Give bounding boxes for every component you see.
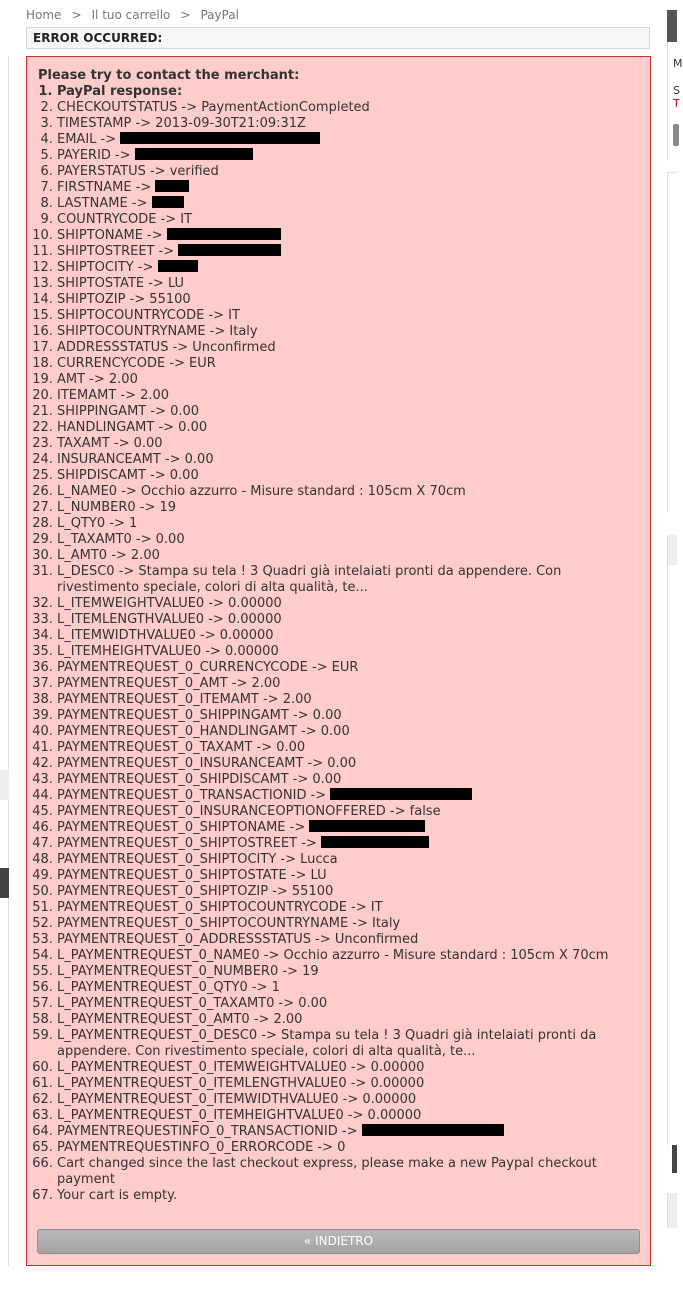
response-line xyxy=(57,564,640,596)
response-line xyxy=(57,980,640,996)
paypal-response-list xyxy=(37,84,640,1204)
response-line-text: PAYMENTREQUEST_0_HANDLINGAMT -> 0.00 xyxy=(57,724,350,739)
response-line-text: L_AMT0 -> 2.00 xyxy=(57,548,160,563)
response-line-text: CURRENCYCODE -> EUR xyxy=(57,356,216,371)
response-line xyxy=(57,148,640,164)
response-line-text: PAYMENTREQUEST_0_SHIPTOSTATE -> LU xyxy=(57,868,327,883)
response-line-text: PAYMENTREQUEST_0_SHIPTOCOUNTRYNAME -> Italy xyxy=(57,916,401,931)
right-sidebar-panel xyxy=(667,172,677,512)
response-line-text: SHIPTOZIP -> 55100 xyxy=(57,292,191,307)
response-line xyxy=(57,532,640,548)
response-line xyxy=(57,1092,640,1108)
response-line-text: PAYMENTREQUEST_0_TAXAMT -> 0.00 xyxy=(57,740,306,755)
response-line-text: HANDLINGAMT -> 0.00 xyxy=(57,420,208,435)
response-line xyxy=(57,1156,640,1188)
response-line xyxy=(57,1124,640,1140)
response-line-text: PAYERID -> xyxy=(57,148,135,163)
redacted-value xyxy=(158,260,198,272)
response-line-text: EMAIL -> xyxy=(57,132,121,147)
response-line xyxy=(57,468,640,484)
response-line xyxy=(57,1188,640,1204)
redacted-value xyxy=(309,820,425,832)
response-line xyxy=(57,788,640,804)
response-line-text: PAYMENTREQUEST_0_TRANSACTIONID -> xyxy=(57,788,331,803)
response-line xyxy=(57,1028,640,1060)
breadcrumb-home[interactable]: Home xyxy=(26,8,62,22)
redacted-value xyxy=(167,228,281,240)
response-line xyxy=(57,340,640,356)
response-line xyxy=(57,212,640,228)
response-line xyxy=(57,484,640,500)
response-line-text: ITEMAMT -> 2.00 xyxy=(57,388,170,403)
right-sidebar-button[interactable] xyxy=(672,1145,677,1173)
response-line-text: TIMESTAMP -> 2013-09-30T21:09:31Z xyxy=(57,116,306,131)
response-line xyxy=(57,548,640,564)
response-line-text: L_PAYMENTREQUEST_0_NUMBER0 -> 19 xyxy=(57,964,319,979)
redacted-value xyxy=(330,788,472,800)
response-line-text: SHIPTOSTATE -> LU xyxy=(57,276,185,291)
response-line-text: L_PAYMENTREQUEST_0_TAXAMT0 -> 0.00 xyxy=(57,996,328,1011)
response-line-text: L_ITEMHEIGHTVALUE0 -> 0.00000 xyxy=(57,644,279,659)
response-line xyxy=(57,244,640,260)
response-line-text: PAYMENTREQUEST_0_ADDRESSSTATUS -> Unconfirmed xyxy=(57,932,419,947)
error-title: Please try to contact the merchant: xyxy=(38,68,300,83)
right-sidebar-panel xyxy=(667,565,677,1145)
response-line xyxy=(57,820,640,836)
response-line xyxy=(57,740,640,756)
redacted-value xyxy=(135,148,253,160)
redacted-value xyxy=(152,196,184,208)
breadcrumb xyxy=(26,6,239,24)
response-line-text: PAYMENTREQUEST_0_INSURANCEAMT -> 0.00 xyxy=(57,756,357,771)
response-line xyxy=(57,612,640,628)
response-line-text: FIRSTNAME -> xyxy=(57,180,156,195)
response-line-text: L_PAYMENTREQUEST_0_AMT0 -> 2.00 xyxy=(57,1012,303,1027)
response-line-text: SHIPTOCOUNTRYCODE -> IT xyxy=(57,308,240,323)
response-line-text: L_PAYMENTREQUEST_0_ITEMWEIGHTVALUE0 -> 0.00000 xyxy=(57,1060,425,1075)
response-line xyxy=(57,164,640,180)
response-line xyxy=(57,628,640,644)
response-line-text: L_PAYMENTREQUEST_0_QTY0 -> 1 xyxy=(57,980,280,995)
response-line-text: SHIPTONAME -> xyxy=(57,228,167,243)
response-line-text: AMT -> 2.00 xyxy=(57,372,138,387)
right-sidebar-text: M xyxy=(673,57,683,70)
response-line-text: ADDRESSSTATUS -> Unconfirmed xyxy=(57,340,276,355)
response-line-text: L_PAYMENTREQUEST_0_ITEMWIDTHVALUE0 -> 0.00000 xyxy=(57,1092,417,1107)
response-line-text: PAYMENTREQUEST_0_SHIPTOCITY -> Lucca xyxy=(57,852,338,867)
response-line xyxy=(57,276,640,292)
response-line xyxy=(57,900,640,916)
response-line xyxy=(57,260,640,276)
response-line-text: PAYMENTREQUESTINFO_0_ERRORCODE -> 0 xyxy=(57,1140,346,1155)
response-line xyxy=(57,84,640,100)
response-line-text: PAYMENTREQUEST_0_SHIPTOCOUNTRYCODE -> IT xyxy=(57,900,383,915)
redacted-value xyxy=(362,1124,504,1136)
response-line-text: PAYMENTREQUEST_0_SHIPTONAME -> xyxy=(57,820,310,835)
response-line xyxy=(57,660,640,676)
redacted-value xyxy=(321,836,429,848)
response-line xyxy=(57,1060,640,1076)
response-line-text: L_QTY0 -> 1 xyxy=(57,516,138,531)
response-line xyxy=(57,116,640,132)
error-header: ERROR OCCURRED: xyxy=(26,27,650,49)
response-line xyxy=(57,836,640,852)
right-sidebar-text: T xyxy=(673,97,680,110)
response-line xyxy=(57,100,640,116)
response-line-text: L_NUMBER0 -> 19 xyxy=(57,500,177,515)
response-line-text: PAYMENTREQUEST_0_ITEMAMT -> 2.00 xyxy=(57,692,312,707)
response-line-text: PAYERSTATUS -> verified xyxy=(57,164,219,179)
response-line-text: SHIPDISCAMT -> 0.00 xyxy=(57,468,199,483)
response-line-text: LASTNAME -> xyxy=(57,196,152,211)
breadcrumb-separator: > xyxy=(180,8,191,22)
response-line-text: L_DESC0 -> Stampa su tela ! 3 Quadri già intelaiati pronti da appendere. Con rivestimento speciale, colori di alta qualità, te... xyxy=(57,564,562,595)
response-line-text: SHIPTOCOUNTRYNAME -> Italy xyxy=(57,324,258,339)
left-sidebar-panel xyxy=(0,770,9,800)
response-line-text: PAYMENTREQUEST_0_INSURANCEOPTIONOFFERED -> false xyxy=(57,804,441,819)
response-line xyxy=(57,388,640,404)
response-line xyxy=(57,724,640,740)
breadcrumb-paypal: PayPal xyxy=(200,8,239,22)
response-line xyxy=(57,676,640,692)
response-line xyxy=(57,228,640,244)
response-line-text: INSURANCEAMT -> 0.00 xyxy=(57,452,214,467)
response-line xyxy=(57,180,640,196)
response-line-text: SHIPTOSTREET -> xyxy=(57,244,179,259)
response-line xyxy=(57,292,640,308)
response-line-text: COUNTRYCODE -> IT xyxy=(57,212,193,227)
response-line-text: L_NAME0 -> Occhio azzurro - Misure standard : 105cm X 70cm xyxy=(57,484,466,499)
response-line xyxy=(57,1076,640,1092)
response-line-text: L_ITEMWEIGHTVALUE0 -> 0.00000 xyxy=(57,596,282,611)
response-line xyxy=(57,500,640,516)
response-line-text: PAYMENTREQUEST_0_SHIPPINGAMT -> 0.00 xyxy=(57,708,342,723)
response-line-text: L_PAYMENTREQUEST_0_DESC0 -> Stampa su tela ! 3 Quadri già intelaiati pronti da appendere. Con rivestimento speciale, colori di alta qualità, te... xyxy=(57,1028,597,1059)
redacted-value xyxy=(155,180,189,192)
response-line xyxy=(57,308,640,324)
response-line xyxy=(57,596,640,612)
response-line-text: PayPal response: xyxy=(57,84,183,99)
response-line xyxy=(57,196,640,212)
redacted-value xyxy=(178,244,281,256)
right-sidebar-panel xyxy=(667,535,677,565)
response-line-text: PAYMENTREQUEST_0_CURRENCYCODE -> EUR xyxy=(57,660,359,675)
response-line-text: L_ITEMLENGTHVALUE0 -> 0.00000 xyxy=(57,612,282,627)
response-line xyxy=(57,1012,640,1028)
response-line xyxy=(57,452,640,468)
redacted-value xyxy=(120,132,320,144)
response-line xyxy=(57,132,640,148)
right-sidebar-panel xyxy=(667,1193,677,1228)
response-line xyxy=(57,1140,640,1156)
response-line-text: CHECKOUTSTATUS -> PaymentActionCompleted xyxy=(57,100,370,115)
response-line xyxy=(57,436,640,452)
response-line xyxy=(57,404,640,420)
left-sidebar-header xyxy=(0,868,9,898)
response-line xyxy=(57,964,640,980)
response-line-text: PAYMENTREQUEST_0_SHIPTOSTREET -> xyxy=(57,836,321,851)
response-line-text: Your cart is empty. xyxy=(57,1188,178,1203)
response-line xyxy=(57,420,640,436)
response-line xyxy=(57,852,640,868)
response-line-text: PAYMENTREQUESTINFO_0_TRANSACTIONID -> xyxy=(57,1124,362,1139)
response-line xyxy=(57,756,640,772)
response-line xyxy=(57,1108,640,1124)
response-line xyxy=(57,996,640,1012)
response-line-text: L_PAYMENTREQUEST_0_ITEMHEIGHTVALUE0 -> 0.00000 xyxy=(57,1108,422,1123)
response-line xyxy=(57,772,640,788)
response-line xyxy=(57,804,640,820)
response-line-text: L_PAYMENTREQUEST_0_NAME0 -> Occhio azzurro - Misure standard : 105cm X 70cm xyxy=(57,948,609,963)
response-line xyxy=(57,516,640,532)
breadcrumb-separator: > xyxy=(71,8,82,22)
error-message-box xyxy=(26,56,651,1266)
response-line xyxy=(57,324,640,340)
right-sidebar-text: S xyxy=(673,84,680,97)
response-line-text: SHIPPINGAMT -> 0.00 xyxy=(57,404,200,419)
right-sidebar-panel xyxy=(667,42,683,160)
response-line xyxy=(57,868,640,884)
response-line xyxy=(57,692,640,708)
response-line xyxy=(57,708,640,724)
response-line xyxy=(57,644,640,660)
response-line-text: L_ITEMWIDTHVALUE0 -> 0.00000 xyxy=(57,628,274,643)
response-line xyxy=(57,948,640,964)
response-line xyxy=(57,372,640,388)
response-line-text: L_PAYMENTREQUEST_0_ITEMLENGTHVALUE0 -> 0.00000 xyxy=(57,1076,425,1091)
right-sidebar-header xyxy=(667,10,677,42)
response-line xyxy=(57,356,640,372)
response-line-text: L_TAXAMT0 -> 0.00 xyxy=(57,532,185,547)
left-border xyxy=(8,56,9,1266)
response-line-text: Cart changed since the last checkout express, please make a new Paypal checkout payment xyxy=(57,1156,597,1187)
response-line xyxy=(57,884,640,900)
response-line-text: PAYMENTREQUEST_0_AMT -> 2.00 xyxy=(57,676,281,691)
response-line-text: TAXAMT -> 0.00 xyxy=(57,436,163,451)
right-sidebar-button[interactable] xyxy=(673,124,679,146)
response-line xyxy=(57,916,640,932)
back-button[interactable]: « INDIETRO xyxy=(37,1229,640,1254)
response-line-text: SHIPTOCITY -> xyxy=(57,260,158,275)
response-line xyxy=(57,932,640,948)
response-line-text: PAYMENTREQUEST_0_SHIPTOZIP -> 55100 xyxy=(57,884,334,899)
breadcrumb-cart[interactable]: Il tuo carrello xyxy=(91,8,171,22)
response-line-text: PAYMENTREQUEST_0_SHIPDISCAMT -> 0.00 xyxy=(57,772,342,787)
